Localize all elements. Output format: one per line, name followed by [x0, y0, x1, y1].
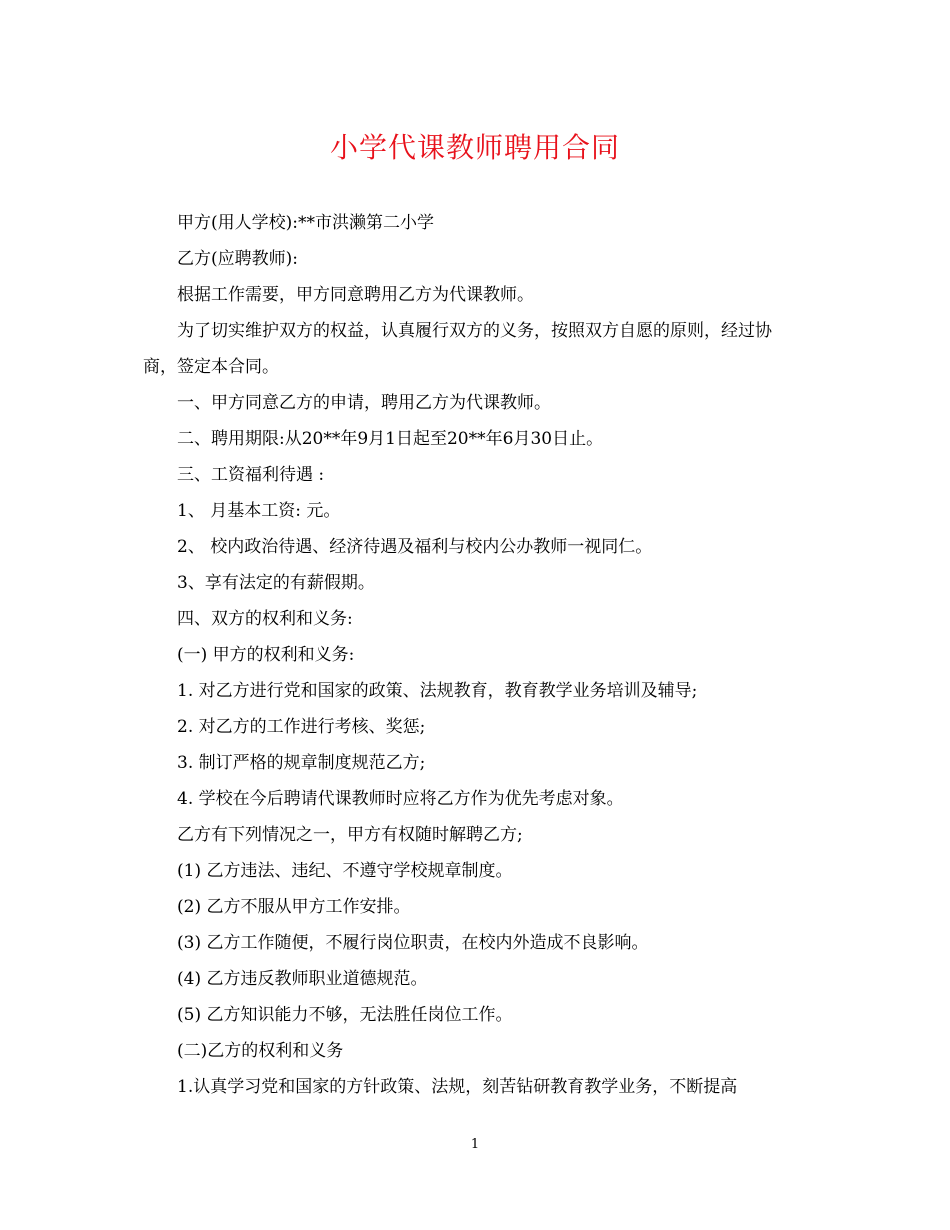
- paragraph: 根据工作需要，甲方同意聘用乙方为代课教师。: [177, 285, 534, 305]
- paragraph: 乙方有下列情况之一，甲方有权随时解聘乙方;: [177, 825, 523, 845]
- paragraph: 4. 学校在今后聘请代课教师时应将乙方作为优先考虑对象。: [177, 789, 624, 809]
- paragraph: (二)乙方的权利和义务: [177, 1041, 344, 1061]
- paragraph: 1. 对乙方进行党和国家的政策、法规教育，教育教学业务培训及辅导;: [177, 681, 698, 701]
- paragraph: (2) 乙方不服从甲方工作安排。: [177, 897, 411, 917]
- paragraph: 四、双方的权利和义务:: [177, 609, 353, 629]
- paragraph: 三、工资福利待遇 :: [177, 465, 325, 485]
- document-title: 小学代课教师聘用合同: [329, 131, 620, 164]
- paragraph: 1、 月基本工资: 元。: [177, 501, 341, 521]
- paragraph: (5) 乙方知识能力不够，无法胜任岗位工作。: [177, 1005, 513, 1025]
- paragraph: 2. 对乙方的工作进行考核、奖惩;: [177, 717, 426, 737]
- paragraph: (1) 乙方违法、违纪、不遵守学校规章制度。: [177, 861, 513, 881]
- paragraph: 1.认真学习党和国家的方针政策、法规，刻苦钻研教育教学业务，不断提高: [177, 1077, 738, 1097]
- page-number: 1: [470, 1137, 480, 1152]
- paragraph: 一、甲方同意乙方的申请，聘用乙方为代课教师。: [177, 393, 551, 413]
- paragraph: (4) 乙方违反教师职业道德规范。: [177, 969, 428, 989]
- paragraph: 乙方(应聘教师):: [177, 249, 298, 269]
- paragraph: (3) 乙方工作随便，不履行岗位职责，在校内外造成不良影响。: [177, 933, 649, 953]
- paragraph: 3. 制订严格的规章制度规范乙方;: [177, 753, 426, 773]
- paragraph: 2、 校内政治待遇、经济待遇及福利与校内公办教师一视同仁。: [177, 537, 653, 557]
- paragraph: 为了切实维护双方的权益，认真履行双方的义务，按照双方自愿的原则，经过协商，签定本合同。: [143, 321, 772, 377]
- paragraph: 甲方(用人学校):**市洪濑第二小学: [177, 213, 434, 233]
- document-body: [143, 205, 803, 1105]
- paragraph: 二、聘用期限:从20**年9月1日起至20**年6月30日止。: [177, 429, 604, 449]
- paragraph: 3、享有法定的有薪假期。: [177, 573, 375, 593]
- paragraph: (一) 甲方的权利和义务:: [177, 645, 355, 665]
